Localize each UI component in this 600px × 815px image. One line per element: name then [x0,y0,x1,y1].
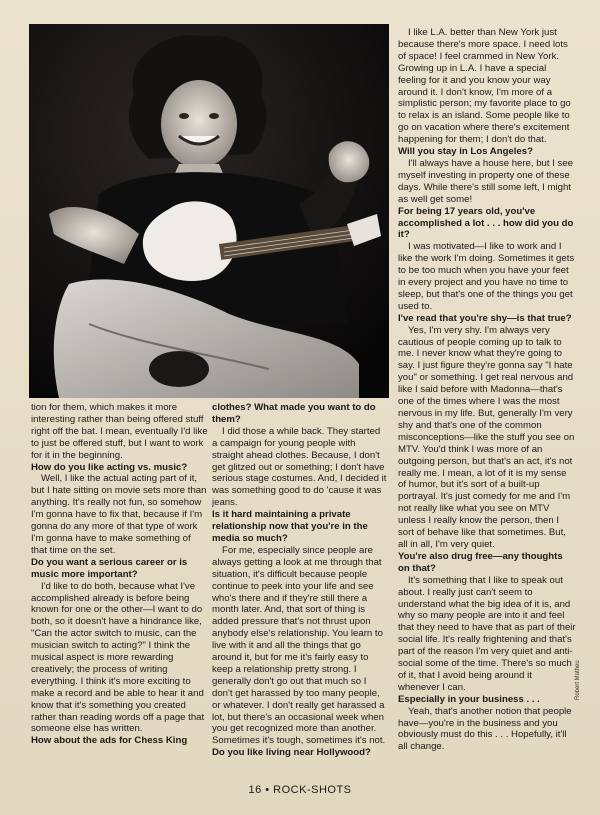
interview-question: Especially in your business . . . [398,693,540,705]
interview-question: Will you stay in Los Angeles? [398,146,533,158]
interview-answer: tion for them, which makes it more interesting rather than being offered stuff right off the bat. I mean, eventually I'd like to just be offered stuff, but I want to work for it in the beginning. [31,402,208,461]
interview-answer: Yeah, that's another notion that people have—you're in the business and you obviously must do this . . . Hopefully, it'll all change. [398,705,572,753]
interview-answer: I'll always have a house here, but I see myself investing in property one of these days. While there's still some left, I might as well get some! [398,157,574,205]
interview-question: clothes? What made you want to do them? [212,402,376,425]
interview-question: How about the ads for Chess King [31,735,188,747]
article-column-2 [212,402,388,772]
interview-question: How do you like acting vs. music? [31,461,188,473]
photo-credit: Robert Matheu [575,660,581,700]
page-footer: 16 • ROCK-SHOTS [248,784,352,796]
interview-answer: I'd like to do both, because what I've accomplished already is before being known for one or the other—I want to do both, so it doesn't have a hindrance like, "Can the actor switch to music, can the musician switch to acting?" I think the musical aspect is more rewarding creatively; the process of writing everything. I think it's more exciting to make a record and be able to hear it and know that it's something you created rather than reading words off a page that someone else has written. [31,580,205,735]
interview-answer: Well, I like the actual acting part of it, but I hate sitting on movie sets more than anything. It's really not fun, so somehow I'm gonna have to fix that, because if I'm gonna do any more of that type of work I'm gonna have to make something of that time on the set. [31,473,207,556]
interview-answer: For me, especially since people are always getting a look at me through that situation, it's difficult because people continue to peek into your life and see who's there and if they're still there a month later. And, that sort of thing is added pressure that's not thrust upon anybody else's relationship. You learn to live with it and all the things that go around it, but for me it's fairly easy to keep a relationship pretty strong. I generally don't go out that much so I don't get harassed by too many people, or whatever. I don't really get harassed a lot, but there's an occasional week when you get recognized more than another. Sometimes it's tough, sometimes it's not. [212,544,386,747]
portrait-photo [29,24,389,398]
interview-answer: Yes, I'm very shy. I'm always very cautious of people coming up to talk to me. I never know what they're going to say. I just figure they're gonna say "I hate you" or something. I get real nervous and like I said before with Madonna—that's one of the times where I was the most nervous in my life. But, generally I'm very shy and that's one of the common misconceptions—like the stuff you see on MTV. You'd think I was more of an outgoing person, but that's an act, it's not really me. I mean, a lot of it is my sense of humor, but it's sort of a built-up portrayal. It's just comedy for me and I'm not really like what you see on MTV unless I really know the person, then I sort of behave like that sometimes. But, all in all, I'm very quiet. [398,324,575,550]
interview-question: Do you want a serious career or is music more important? [31,556,188,580]
interview-question: Is it hard maintaining a private relationship now that you're in the media so much? [212,509,368,544]
interview-question: You're also drug free—any thoughts on that? [398,550,563,574]
interview-answer: It's something that I like to speak out about. I really just can't seem to understand what the big idea of it is, and why so many people are into it and feel that they need to have that as part of their social life. It's really frightening and that's part of the reason I'm very quiet and anti-social some of the time. There's so much of it, that I avoid being around it whenever I can. [398,574,576,693]
interview-question: I've read that you're shy—is that true? [398,312,572,324]
article-column-3 [398,27,576,772]
interview-answer: I like L.A. better than New York just because there's more space. I need lots of space! I feel crammed in New York. Growing up in L.A. I have a special feeling for it and you know your way around it. I don't know, I'm more of a simplistic person; my favorite place to go to relax is an island. Some people like to go on vacation where there's excitement happening for them; I don't do that. [398,27,571,146]
interview-answer: I was motivated—I like to work and I like the work I'm doing. Sometimes it gets to be too much when you have your feet in every project and you have no time to sleep, but that's one of the things you get used to. [398,241,575,312]
interview-question: Do you like living near Hollywood? [212,747,371,759]
guitarist-photo-illustration [29,24,389,398]
interview-answer: I did those a while back. They started a campaign for young people with straight ahead clothes. Because, I don't get glitzed out or something; I don't have serious stage costumes. And, I decided it was something good to do 'cause it was jeans. [212,425,387,509]
article-column-1 [31,402,209,772]
interview-question: For being 17 years old, you've accomplished a lot . . . how did you do it? [398,205,574,241]
